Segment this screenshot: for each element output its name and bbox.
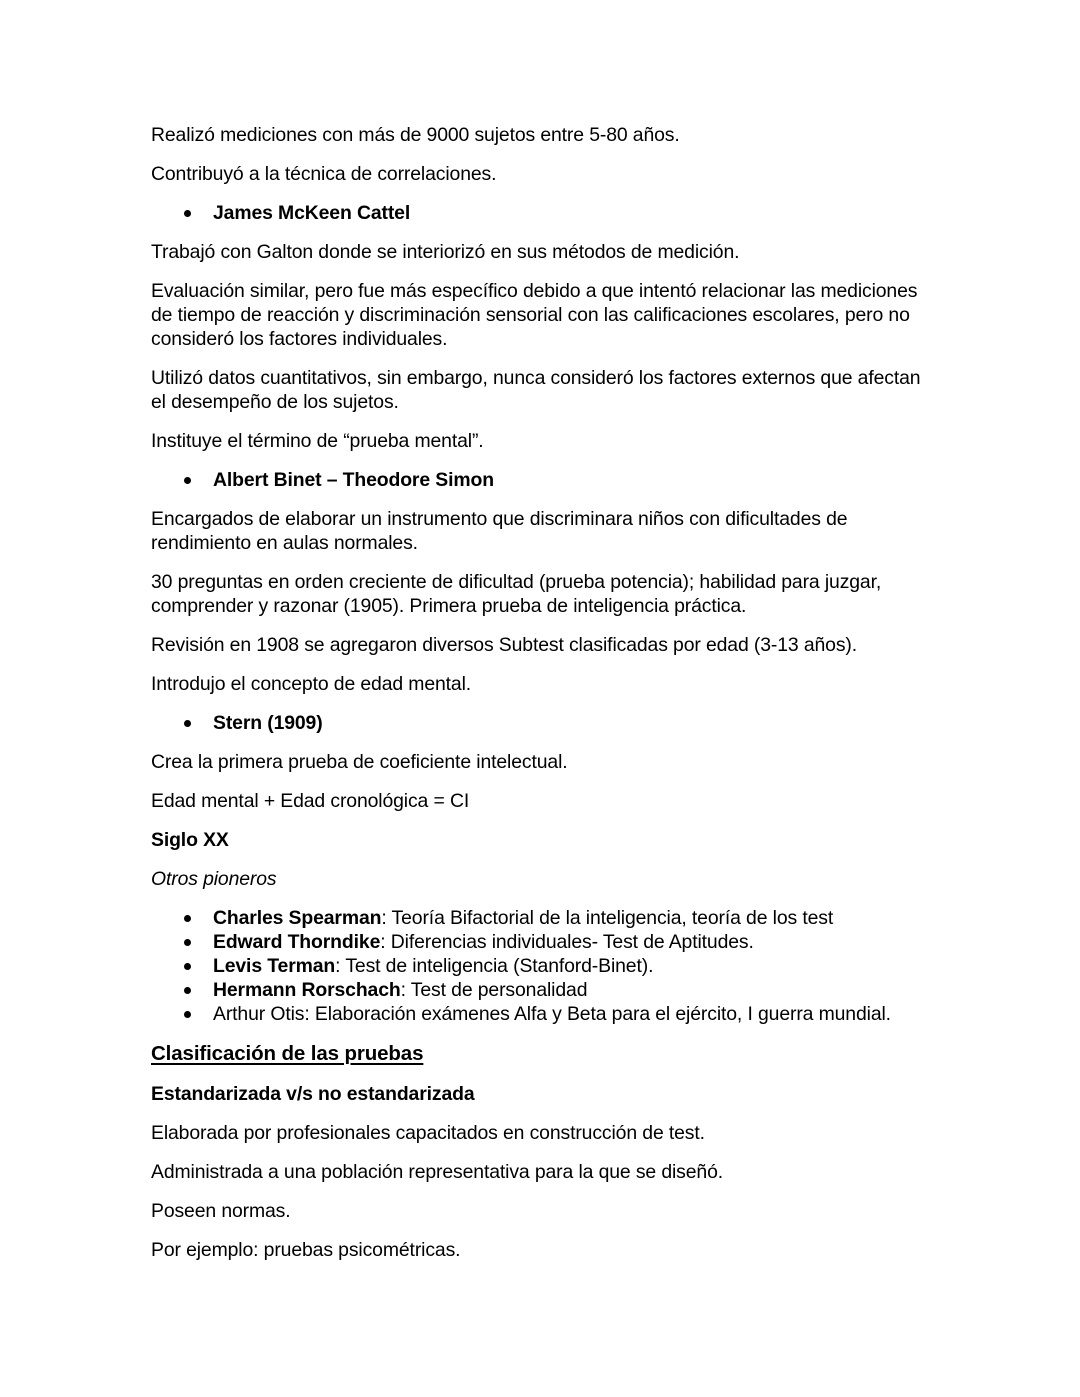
- bullet-heading-binet-simon: Albert Binet – Theodore Simon: [151, 468, 933, 492]
- pioneers-list: [151, 906, 933, 1026]
- paragraph-galton-correlations: Contribuyó a la técnica de correlaciones.: [151, 163, 497, 185]
- pioneer-desc: : Teoría Bifactorial de la inteligencia, teoría de los test: [381, 907, 834, 929]
- pioneer-desc: : Diferencias individuales- Test de Aptitudes.: [380, 931, 754, 953]
- paragraph-cattel-galton: Trabajó con Galton donde se interiorizó en sus métodos de medición.: [151, 241, 740, 263]
- paragraph-binet-30-preguntas: 30 preguntas en orden creciente de dificultad (prueba potencia); habilidad para juzgar, comprender y razonar (1905). Primera prueba de inteligencia práctica.: [151, 571, 882, 617]
- paragraph-cattel-prueba-mental: Instituye el término de “prueba mental”.: [151, 430, 484, 452]
- subheading-otros-pioneros: Otros pioneros: [151, 868, 277, 890]
- heading-clasificacion-pruebas: Clasificación de las pruebas: [151, 1042, 424, 1065]
- paragraph-cattel-datos: Utilizó datos cuantitativos, sin embargo, nunca consideró los factores externos que afectan el desempeño de los sujetos.: [151, 367, 921, 413]
- paragraph-poseen-normas: Poseen normas.: [151, 1200, 291, 1222]
- document-body: [151, 123, 933, 1262]
- pioneer-desc: : Elaboración exámenes Alfa y Beta para el ejército, I guerra mundial.: [304, 1003, 891, 1025]
- paragraph-binet-edad-mental: Introdujo el concepto de edad mental.: [151, 673, 472, 695]
- pioneer-name: Levis Terman: [213, 955, 336, 977]
- paragraph-cattel-evaluacion: Evaluación similar, pero fue más específico debido a que intentó relacionar las mediciones de tiempo de reacción y discriminación sensorial con las calificaciones escolares, pero no consideró los factores individuales.: [151, 280, 918, 350]
- bullet-heading-cattel: James McKeen Cattel: [151, 201, 933, 225]
- pioneer-desc: : Test de inteligencia (Stanford-Binet).: [335, 955, 654, 977]
- pioneer-name: Arthur Otis: [213, 1003, 305, 1025]
- paragraph-stern-formula-ci: Edad mental + Edad cronológica = CI: [151, 790, 470, 812]
- paragraph-galton-measurements: Realizó mediciones con más de 9000 sujetos entre 5-80 años.: [151, 124, 680, 146]
- pioneer-name: Edward Thorndike: [213, 931, 381, 953]
- list-item-thorndike: [151, 930, 933, 954]
- paragraph-por-ejemplo-psicometricas: Por ejemplo: pruebas psicométricas.: [151, 1239, 461, 1261]
- paragraph-stern-coeficiente: Crea la primera prueba de coeficiente intelectual.: [151, 751, 568, 773]
- paragraph-binet-encargados: Encargados de elaborar un instrumento que discriminara niños con dificultades de rendimiento en aulas normales.: [151, 508, 848, 554]
- subheading-estandarizada: Estandarizada v/s no estandarizada: [151, 1083, 475, 1105]
- paragraph-binet-revision-1908: Revisión en 1908 se agregaron diversos Subtest clasificadas por edad (3-13 años).: [151, 634, 858, 656]
- list-item-spearman: [151, 906, 933, 930]
- list-item-otis: [151, 1002, 933, 1026]
- paragraph-elaborada-profesionales: Elaborada por profesionales capacitados en construcción de test.: [151, 1122, 705, 1144]
- bullet-heading-stern: Stern (1909): [151, 711, 933, 735]
- pioneer-name: Hermann Rorschach: [213, 979, 401, 1001]
- paragraph-administrada-poblacion: Administrada a una población representativa para la que se diseñó.: [151, 1161, 724, 1183]
- list-item-rorschach: [151, 978, 933, 1002]
- list-item-terman: [151, 954, 933, 978]
- heading-siglo-xx: Siglo XX: [151, 829, 229, 851]
- pioneer-name: Charles Spearman: [213, 907, 382, 929]
- pioneer-desc: : Test de personalidad: [400, 979, 588, 1001]
